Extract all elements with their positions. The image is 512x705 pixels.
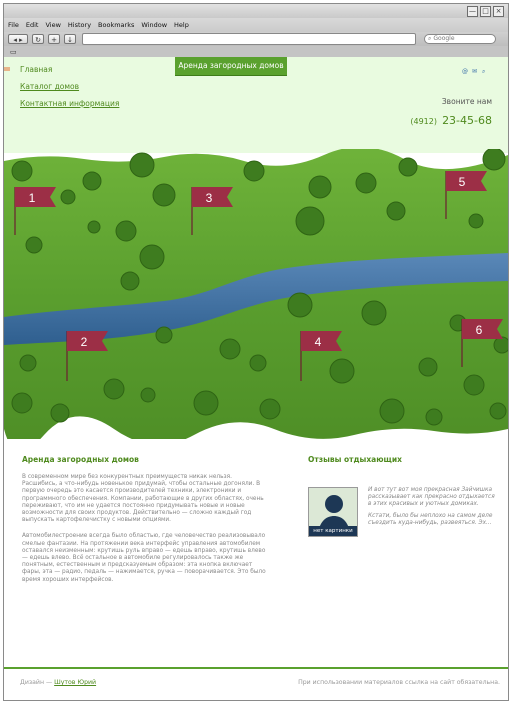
flag-1-label: 1 [28,191,36,205]
search-placeholder: Google [433,35,455,42]
flag-3[interactable] [192,187,233,207]
search-input[interactable] [424,34,496,44]
menu-help[interactable]: Help [174,21,189,29]
phone-number: (4912) 23-45-68 [410,114,492,127]
menu-file[interactable]: File [8,21,19,29]
nav-catalog[interactable]: Каталог домов [20,82,80,91]
design-label: Дизайн — [20,679,53,686]
menu-edit[interactable]: Edit [25,21,39,29]
avatar [308,487,358,537]
about-paragraph-1: В современном мире без конкурентных преимуществ никак нельзя. Расшибись, а что-нибудь новенькое придумай, чтобы остальные догоняли. В первую очередь это касается производителей техники, электроники и программного обеспечения. Компании, работающие в других областях, очень переживают, что им не удается постоянно придумывать новые и новые возможности для своих продуктов. Действительно — сложно каждый год выпускать картофелечистку с новыми опциями. [22,474,264,524]
about-paragraph-2: Автомобилестроение всегда было областью, где человечество реализовывало смелые фантазии. На протяжении века интерфейс управления автомобилем оставался неизменным: крутишь руль вправо — едешь вправо, крутишь влево — едешь влево. Всё остальное в автомобиле регулировалось также же понятным, естественным и предсказуемым образом: эта кнопка включает фары, эта — радио, педаль — нажимается, ручка — поворачивается. Это было время хороших интерфейсов. [22,533,266,583]
nav-contacts[interactable]: Контактная информация [20,99,120,108]
menu-view[interactable]: View [45,21,61,29]
flag-3-label: 3 [205,191,213,205]
search-icon: ⌕ [428,35,432,42]
maximize-icon[interactable]: □ [480,6,491,17]
flag-5[interactable] [446,171,487,191]
address-input[interactable] [82,33,416,45]
flag-5-label: 5 [458,175,466,189]
no-image-label: нет картинки [309,526,357,536]
menu-history[interactable]: History [67,21,92,29]
menu-window[interactable]: Window [141,21,168,29]
search-icon[interactable]: ⌕ [482,68,486,75]
book-icon[interactable]: ▭ [10,47,17,56]
map-field [4,149,508,439]
tab-rent[interactable]: Аренда загородных домов [175,57,287,75]
review-quote-2: Кстати, было бы неплохо на самом деле съездить куда-нибудь, развеяться. Эх... [368,513,493,527]
footer-notice: При использовании материалов ссылка на сайт обязательна. [298,679,500,686]
review-item [308,474,498,534]
reviews-title: Отзывы отдыхающих [308,455,402,464]
header-icons [462,69,488,75]
site-header [4,57,508,153]
at-icon[interactable]: @ [462,68,468,75]
reviews-section [308,455,498,534]
review-quote-1: И вот тут вот моя прекрасная Зайчишка рассказывает как прекрасно отдыхается в этих красивых и уютных домиках. [368,487,495,508]
nav-marker [4,67,10,71]
flag-4-label: 4 [314,335,322,349]
about-section [22,455,267,593]
flag-4[interactable] [301,331,342,351]
web-page [4,57,508,700]
grass-map [4,149,508,439]
flag-6-label: 6 [475,323,483,337]
flag-2[interactable] [67,331,108,351]
close-icon[interactable]: × [493,6,504,17]
minimize-icon[interactable]: — [469,7,476,15]
footer-divider [4,667,508,669]
browser-toolbar [4,32,508,46]
flag-2-label: 2 [80,335,88,349]
menu-bookmarks[interactable]: Bookmarks [98,21,135,29]
add-bookmark-icon[interactable]: + [48,34,60,44]
download-icon[interactable]: ↓ [64,34,76,44]
browser-window [3,3,509,701]
reload-icon[interactable]: ↻ [32,34,44,44]
author-link[interactable]: Шутов Юрий [54,679,97,686]
title-bar [4,4,508,18]
main-nav [20,65,119,116]
flag-1[interactable] [15,187,56,207]
nav-home[interactable]: Главная [20,65,53,74]
mail-icon[interactable]: ✉ [472,68,478,75]
flag-6[interactable] [462,319,503,339]
menu-bar [4,18,508,32]
about-title: Аренда загородных домов [22,455,139,464]
footer-credits [20,679,96,686]
call-label: Звоните нам [441,97,492,106]
back-forward-icon[interactable]: ◂ ▸ [8,34,28,44]
